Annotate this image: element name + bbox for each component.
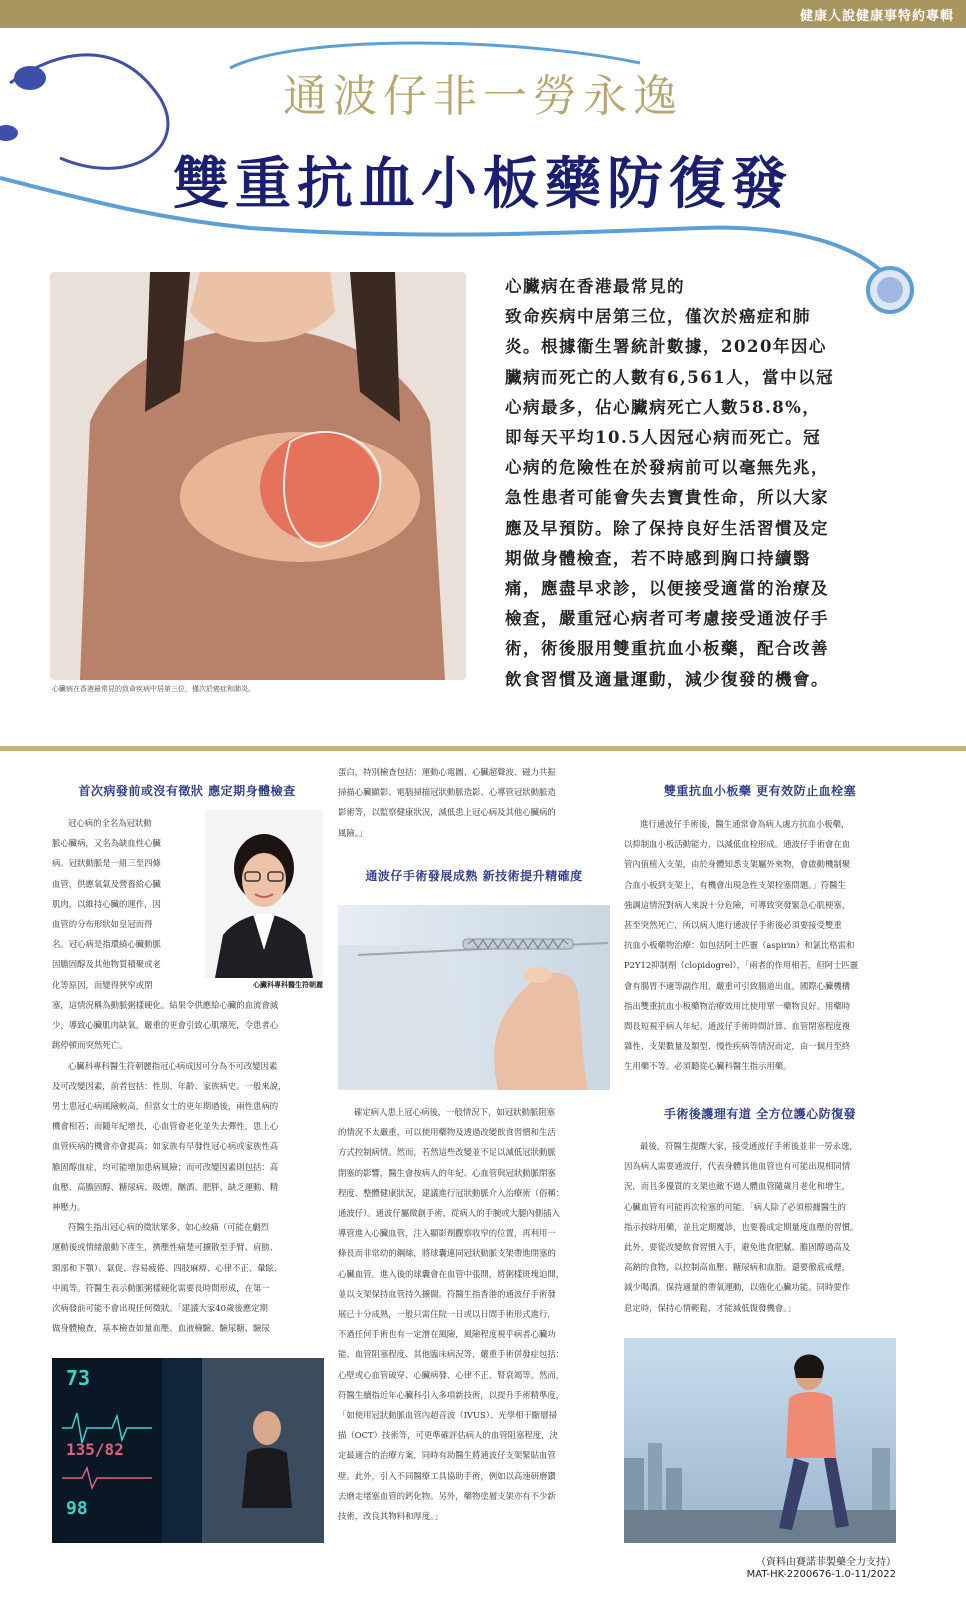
text-line: 符醫生續指近年心臟科引入多項新技術，以提升手術精準度， [338,1389,565,1400]
text-line: 進行通波仔手術後，醫生通常會為病人處方抗血小板藥， [640,819,850,829]
text-line: 運動後或情緒激動下產生，擠壓性痛楚可擴散至手臂、肩膀、 [52,1242,279,1253]
text-line: 展已十分成熟，一般只需住院一日或以日間手術形式進行， [338,1309,556,1320]
text-line: 機會相若；而隨年紀增長，心血管會老化並失去彈性，患上心 [52,1121,279,1132]
text-line: 心臟血管。進入後的球囊會在血管中張開，將粥樣斑塊迫開， [338,1268,565,1279]
hero-caption: 心臟病在香港最常見的致命疾病中居第三位，僅次於癌症和肺炎。 [52,685,255,693]
text-line: 合血小板到支架上，有機會出現急性支架栓塞問題。」符醫生 [624,879,846,890]
treadmill-photo [52,1358,324,1543]
col3-text-1 [624,814,896,1077]
text-line: 膽固醇血症，均可能增加患病風險；而可改變因素則包括：高 [52,1161,279,1172]
text-line: 強調這情況對病人來說十分危險，可導致突發緊急心肌梗塞， [624,899,851,910]
text-line: 少，導致心臟肌肉缺氧，嚴重的更會引致心肌壞死，令患者心 [52,1020,279,1031]
text-line: 風險。」 [338,827,368,838]
text-line: 血管，供應氧氣及營養給心臟 [52,878,161,889]
text-line: 方式控制病情。然而，若然這些改變並不足以減低冠狀動脈 [338,1147,556,1158]
text-line: 條長而非常幼的鋼絲，將球囊連同冠狀動脈支架帶進閉塞的 [338,1248,556,1259]
col3-heading-2: 手術後護理有道 全方位護心防復發 [663,1107,857,1121]
text-line: 通波仔）。通波仔屬微創手術，從病人的手腕或大腿內側插入 [338,1208,560,1219]
text-line: 管內值植入支架，由於身體知悉支架屬外來物，會啟動機制聚 [624,859,851,870]
col3-heading-1: 雙重抗血小板藥 更有效防止血栓塞 [663,784,857,798]
text-line: 次病發前可能不會出現任何徵狀。「建議大家40歲後應定期 [52,1303,268,1314]
text-line: 不過任何手術也有一定潛在風險，風險程度視乎病者心臟功 [338,1329,556,1340]
text-line: 男士患冠心病風險較高，但當女士的更年期過後，兩性患病的 [52,1101,279,1112]
text-line: 符醫生指出冠心病的徵狀眾多，如心絞痛（可能在劇烈 [68,1222,269,1233]
text-line: 能、血管阻塞程度、其他臨床病況等，嚴重手術併發症包括： [338,1349,565,1360]
text-line: 冠心病的全名為冠狀動 [68,818,152,828]
text-line: 蛋白，特別檢查包括：運動心電圖、心臟超聲波、磁力共振 [338,767,556,777]
intro-line: 致命疾病中居第三位，僅次於癌症和肺 [505,307,811,327]
text-line: 壁。此外，引入不同醫療工具協助手術，例如以高速研磨鑽 [338,1470,556,1481]
doctor-caption: 心臟科專科醫生符朝麗 [253,981,323,989]
intro-paragraph [505,272,867,695]
text-line: 神壓力。 [52,1202,86,1213]
title-line-1: 通波仔非一勞永逸 [283,71,683,122]
sponsor-note: （資料由賽諾菲製藥全力支持） [756,1557,896,1568]
text-line: 病。冠狀動脈是一組三至四條 [52,858,161,869]
text-line: 頸部和下顎）、氣促、容易疲倦、四肢麻痹、心律不正、暈眩、 [52,1262,283,1273]
text-line: 會有腸胃不適等副作用，嚴重可引致腸道出血。國際心臟機構 [624,980,851,991]
top-band [0,0,966,28]
doctor-photo [205,810,323,978]
text-line: 肌肉，以維持心臟的運作，因 [52,898,161,909]
title-line-2: 雙重抗血小板藥防復發 [173,152,793,217]
intro-line: 飲食習慣及適量運動，減少復發的機會。 [505,669,829,689]
text-line: 塞，這情況稱為動脈粥樣硬化。結果令供應給心臟的血流會減 [52,1000,279,1010]
text-line: 定最適合的治療方案，同時有助醫生將通波仔支架緊貼血管 [338,1450,556,1461]
intro-line: 心病的危險性在於發病前可以毫無先兆， [505,458,829,478]
hero-photo [50,272,466,680]
intro-line: 檢查，嚴重冠心病者可考慮接受通波仔手 [505,609,829,629]
text-line: 確定病人患上冠心病後，一般情況下，如冠狀動脈阻塞 [354,1107,555,1117]
col2-top-text [338,762,610,843]
intro-line: 即每天平均10.5人因冠心病而死亡。冠 [505,428,822,448]
text-line: 抗血小板藥物治療：如包括阿士匹靈（aspirin）和氯比格雷和 [624,940,855,951]
text-line: 息定時，保持心情輕鬆，才能減低復發機會。」 [624,1302,796,1313]
text-line: 去磨走堵塞血管的鈣化物。另外，藥物塗層支架亦有不少新 [338,1490,556,1501]
intro-line: 急性患者可能會失去寶貴性命，所以大家 [505,488,829,508]
col1-wide-text [52,995,324,1338]
text-line: 程度、整體健康狀況，建議進行冠狀動脈介入治療術（俗稱： [338,1187,565,1198]
text-line: 名。冠心病是指環繞心臟動脈 [52,939,161,950]
text-line: 並以支架保持血管持久擴闊。符醫生指香港的通波仔手術發 [338,1288,556,1299]
text-line: 技術，改良其物料和厚度。」 [338,1511,443,1522]
text-line: 減少喝酒。保持適量的帶氧運動，以強化心臟功能。同時要作 [624,1282,851,1293]
section-divider [0,746,966,751]
text-line: 因膽固醇及其他物質積聚或老 [52,959,161,970]
text-line: 化等原因，而變得狹窄或閉 [52,979,153,990]
text-line: 生用藥不等。必須聽從心臟科醫生指示用藥。 [624,1061,792,1072]
text-line: 描（OCT）技術等，可更準確評估病人的血管阻塞程度，決 [338,1430,558,1441]
text-line: 最後，符醫生提醒大家，接受通波仔手術後並非一勞永逸， [640,1141,858,1151]
text-line: 指示按時用藥，並且定期覆診，也要養成定期量度血壓的習慣。 [624,1221,859,1232]
runner-photo [624,1338,896,1543]
stent-photo [338,905,610,1090]
col1-heading: 首次病發前或沒有徵狀 應定期身體檢查 [78,784,296,798]
text-line: 甚至突然死亡，所以病人進行通波仔手術後必須要接受雙重 [624,920,842,931]
col1-narrow-text [52,813,202,995]
text-line: 「如使用冠狀動脈血管內超音波（IVUS）、光學相干斷層掃 [338,1410,557,1421]
col2-text [338,1102,610,1526]
text-line: 雜性、支架數量及類型、慢性疾病等情況而定，由一個月至終 [624,1041,851,1052]
text-line: 此外，要從改變飲食習慣入手，避免進食肥膩、膽固醇過高及 [624,1242,851,1253]
text-line: 高鈉的食物，以控制高血壓、糖尿病和血脂。還要徹底戒煙， [624,1262,851,1273]
intro-line: 炎。根據衞生署統計數據，2020年因心 [505,337,827,357]
text-line: 跳停頓而突然死亡。 [52,1040,128,1051]
text-line: 及可改變因素，前者包括：性別、年齡、家族病史。一般來說， [52,1080,287,1091]
text-line: 況，而且多優質的支架也敵不過人體血管隨歲月老化和增生， [624,1181,851,1192]
text-line: 間長短視乎病人年紀、通波仔手術時間計算、血管閉塞程度複 [624,1021,851,1032]
intro-line: 應及早預防。除了保持良好生活習慣及定 [505,518,829,538]
monitor-heart-rate: 73 [66,1366,91,1390]
intro-line: 痛，應盡早求診，以便接受適當的治療及 [505,579,829,599]
text-line: 血管的分布形狀如皇冠而得 [52,919,153,930]
text-line: 脈心臟病，又名為缺血性心臟 [52,838,161,849]
text-line: 血壓、高膽固醇、糖尿病、吸煙、酗酒、肥胖、缺乏運動、精 [52,1181,279,1192]
intro-line: 術，術後服用雙重抗血小板藥，配合改善 [505,639,829,659]
reference-code: MAT-HK-2200676-1.0-11/2022 [746,1569,896,1580]
intro-line: 心臟病在香港最常見的 [505,277,685,296]
text-line: 以抑制血小板活動能力，以減低血栓形成。通波仔手術會在血 [624,839,851,850]
monitor-blood-pressure: 135/82 [66,1440,124,1459]
col2-heading: 通波仔手術發展成熟 新技術提升精確度 [365,869,583,883]
text-line: 心壁或心血管破穿、心臟病發、心律不正、腎衰竭等。然而， [338,1369,565,1380]
intro-line: 臟病而死亡的人數有6,561人，當中以冠 [505,367,835,387]
text-line: 掃描心臟顯影、電腦掃描冠狀動脈造影、心導管冠狀動脈造 [338,787,556,798]
text-line: 心臟科專科醫生符朝麗指冠心病成因可分為不可改變因素 [68,1060,278,1071]
text-line: 的情況不太嚴重，可以使用藥物及透過改變飲食習慣和生活 [338,1127,556,1138]
intro-line: 期做身體檢查，若不時感到胸口持續翳 [505,548,811,568]
col3-text-2 [624,1136,896,1318]
text-line: 導管進入心臟血管，注入顯影劑觀察收窄的位置，再利用一 [338,1228,556,1239]
column-name: 健康人說健康事特約專輯 [799,9,954,24]
intro-line: 心病最多，佔心臟病死亡人數58.8%， [505,397,821,417]
text-line: 影術等，以監察健康狀況，減低患上冠心病及其他心臟病的 [338,807,556,818]
text-line: 指出雙重抗血小板藥物治療效用比使用單一藥物良好。用藥時 [624,1000,851,1011]
text-line: 做身體檢查，基本檢查如量血壓、血液檢驗、驗尿糖、驗尿 [52,1323,270,1334]
text-line: 因為病人需要通波仔，代表身體其他血管也有可能出現相同情 [624,1161,851,1172]
text-line: P2Y12抑制劑（clopidogrel），「兩者的作用相若，但阿士匹靈 [624,960,859,971]
monitor-oxygen: 98 [66,1498,88,1519]
text-line: 閉塞的影響，醫生會按病人的年紀、心血管與冠狀動脈閉塞 [338,1167,556,1178]
text-line: 血管疾病的機會亦會提高；如家族有早發性冠心病或家族性高 [52,1141,279,1152]
text-line: 心臟血管有可能再次栓塞的可能。「病人除了必須根據醫生的 [624,1201,846,1212]
text-line: 中風等。符醫生表示動脈粥樣硬化需要長時間形成，在第一 [52,1282,270,1293]
